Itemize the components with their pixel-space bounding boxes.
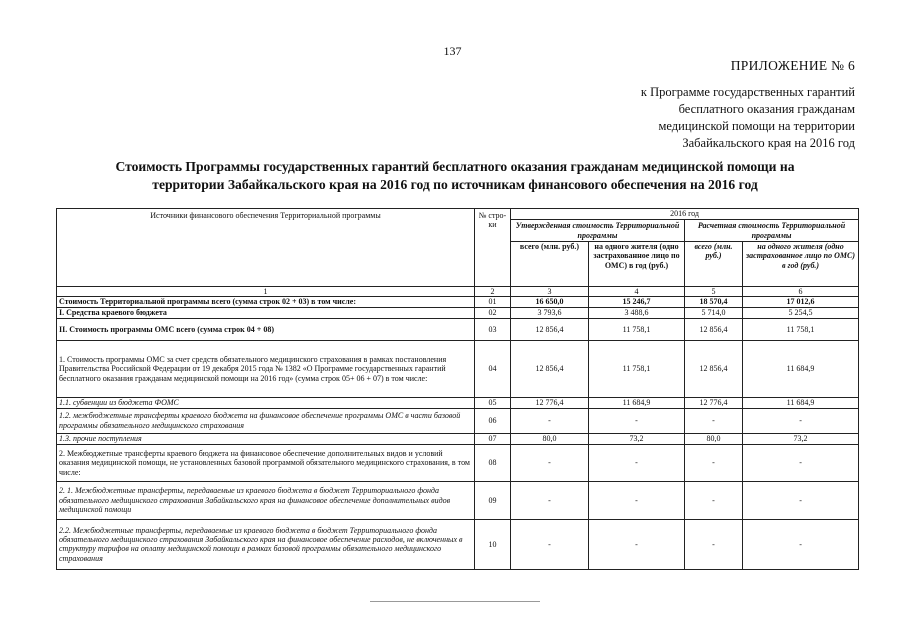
header-approved-cost: Утвержденная стоимость Территориальной программы [511, 220, 685, 242]
row-number: 06 [475, 408, 511, 433]
cell-value: 18 570,4 [685, 297, 743, 307]
header-per-capita-calc: на одного жителя (одно застрахованное лицо по ОМС) в год (руб.) [743, 242, 859, 287]
table-row [57, 318, 859, 340]
table-row [57, 397, 859, 408]
col-number: 4 [589, 287, 685, 297]
header-row-number: № стро- ки [475, 209, 511, 287]
table-row [57, 444, 859, 481]
cell-value: - [685, 444, 743, 481]
row-label: 2. Межбюджетные трансферты краевого бюджета на финансовое обеспечение дополнительных видов и условий оказания медицинской помощи, не установленных базовой программой обязательного медицинского страхования, в том числе: [57, 444, 475, 481]
row-label: 1.3. прочие поступления [57, 433, 475, 444]
table-row [57, 519, 859, 569]
cell-value: 12 856,4 [685, 340, 743, 397]
row-number: 01 [475, 297, 511, 307]
col-number: 5 [685, 287, 743, 297]
cell-value: 11 758,1 [589, 340, 685, 397]
cell-value: 80,0 [685, 433, 743, 444]
subtitle-line: к Программе государственных гарантий [640, 85, 855, 99]
document-title [55, 158, 855, 194]
column-numbers-row [57, 287, 859, 297]
table-row [57, 307, 859, 318]
col-number: 6 [743, 287, 859, 297]
cell-value: 11 758,1 [743, 318, 859, 340]
title-line: Стоимость Программы государственных гарантий бесплатного оказания гражданам медицинской помощи на [115, 159, 795, 174]
appendix-label: ПРИЛОЖЕНИЕ № 6 [730, 58, 855, 73]
cell-value: 12 776,4 [685, 397, 743, 408]
header-calculated-cost: Расчетная стоимость Территориальной программы [685, 220, 859, 242]
cell-value: 73,2 [743, 433, 859, 444]
cell-value: - [589, 408, 685, 433]
row-number: 05 [475, 397, 511, 408]
row-label: 1. Стоимость программы ОМС за счет средств обязательного медицинского страхования в рамках постановления Правительства Российской Федерации от 19 декабря 2015 года № 1382 «О Программе государственных гарантий бесплатного оказания гражданам медицинской помощи на 2016 год» (сумма строк 05+ 06 + 07) в том числе: [57, 340, 475, 397]
row-label: 2.2. Межбюджетные трансферты, передаваемые из краевого бюджета в бюджет Территориального фонда обязательного медицинского страхования Забайкальского края на финансовое обеспечение расходов, не включенных в структуру тарифов на оплату медицинской помощи в рамках базовой программы обязательного медицинского страхования [57, 519, 475, 569]
row-number: 02 [475, 307, 511, 318]
cell-value: - [511, 408, 589, 433]
table-row [57, 297, 859, 307]
cell-value: 5 254,5 [743, 307, 859, 318]
col-number: 1 [57, 287, 475, 297]
title-line: территории Забайкальского края на 2016 год по источникам финансового обеспечения на 2016 год [152, 177, 758, 192]
cell-value: 11 684,9 [589, 397, 685, 408]
cell-value: 12 856,4 [685, 318, 743, 340]
table-row [57, 408, 859, 433]
header-sources: Источники финансового обеспечения Территориальной программы [57, 209, 475, 287]
page-number: 137 [443, 44, 462, 58]
page-divider [370, 601, 540, 602]
row-number: 04 [475, 340, 511, 397]
cell-value: 11 684,9 [743, 340, 859, 397]
cell-value: - [743, 444, 859, 481]
row-label: Стоимость Территориальной программы всего (сумма строк 02 + 03) в том числе: [57, 297, 475, 307]
row-number: 07 [475, 433, 511, 444]
row-number: 08 [475, 444, 511, 481]
cell-value: - [685, 519, 743, 569]
cell-value: - [511, 444, 589, 481]
cell-value: - [589, 481, 685, 519]
subtitle-line: Забайкальского края на 2016 год [682, 136, 855, 150]
cell-value: - [511, 519, 589, 569]
cell-value: - [589, 519, 685, 569]
cell-value: 12 856,4 [511, 340, 589, 397]
cell-value: - [743, 481, 859, 519]
header-year: 2016 год [511, 209, 859, 220]
cell-value: 80,0 [511, 433, 589, 444]
cell-value: 16 650,0 [511, 297, 589, 307]
col-number: 3 [511, 287, 589, 297]
row-label: II. Стоимость программы ОМС всего (сумма строк 04 + 08) [57, 318, 475, 340]
cell-value: 11 684,9 [743, 397, 859, 408]
row-number: 10 [475, 519, 511, 569]
header-total: всего (млн. руб.) [511, 242, 589, 287]
row-number: 03 [475, 318, 511, 340]
cell-value: 73,2 [589, 433, 685, 444]
subtitle-line: бесплатного оказания гражданам [678, 102, 855, 116]
cell-value: - [743, 408, 859, 433]
cell-value: 17 012,6 [743, 297, 859, 307]
cell-value: 11 758,1 [589, 318, 685, 340]
cell-value: 3 793,6 [511, 307, 589, 318]
cell-value: 12 856,4 [511, 318, 589, 340]
cell-value: - [685, 408, 743, 433]
row-label: I. Средства краевого бюджета [57, 307, 475, 318]
cell-value: - [743, 519, 859, 569]
table-row [57, 433, 859, 444]
table-row [57, 481, 859, 519]
row-number: 09 [475, 481, 511, 519]
row-label: 1.1. субвенции из бюджета ФОМС [57, 397, 475, 408]
subtitle-line: медицинской помощи на территории [658, 119, 855, 133]
col-number: 2 [475, 287, 511, 297]
cell-value: 3 488,6 [589, 307, 685, 318]
table-row [57, 340, 859, 397]
cell-value: - [685, 481, 743, 519]
cell-value: 5 714,0 [685, 307, 743, 318]
row-label: 1.2. межбюджетные трансферты краевого бюджета на финансовое обеспечение программы ОМС в части базовой программы обязательного медицинского страхования [57, 408, 475, 433]
cell-value: 12 776,4 [511, 397, 589, 408]
row-label: 2. 1. Межбюджетные трансферты, передаваемые из краевого бюджета в бюджет Территориального фонда обязательного медицинского страхования Забайкальского края на финансовое обеспечение дополнительных видов медицинской помощи [57, 481, 475, 519]
header-per-capita: на одного жителя (одно застрахованное лицо по ОМС) в год (руб.) [589, 242, 685, 287]
appendix-subtitle [575, 84, 855, 152]
cell-value: - [511, 481, 589, 519]
header-total-calc: всего (млн. руб.) [685, 242, 743, 287]
cell-value: 15 246,7 [589, 297, 685, 307]
financing-table [56, 208, 859, 570]
cell-value: - [589, 444, 685, 481]
